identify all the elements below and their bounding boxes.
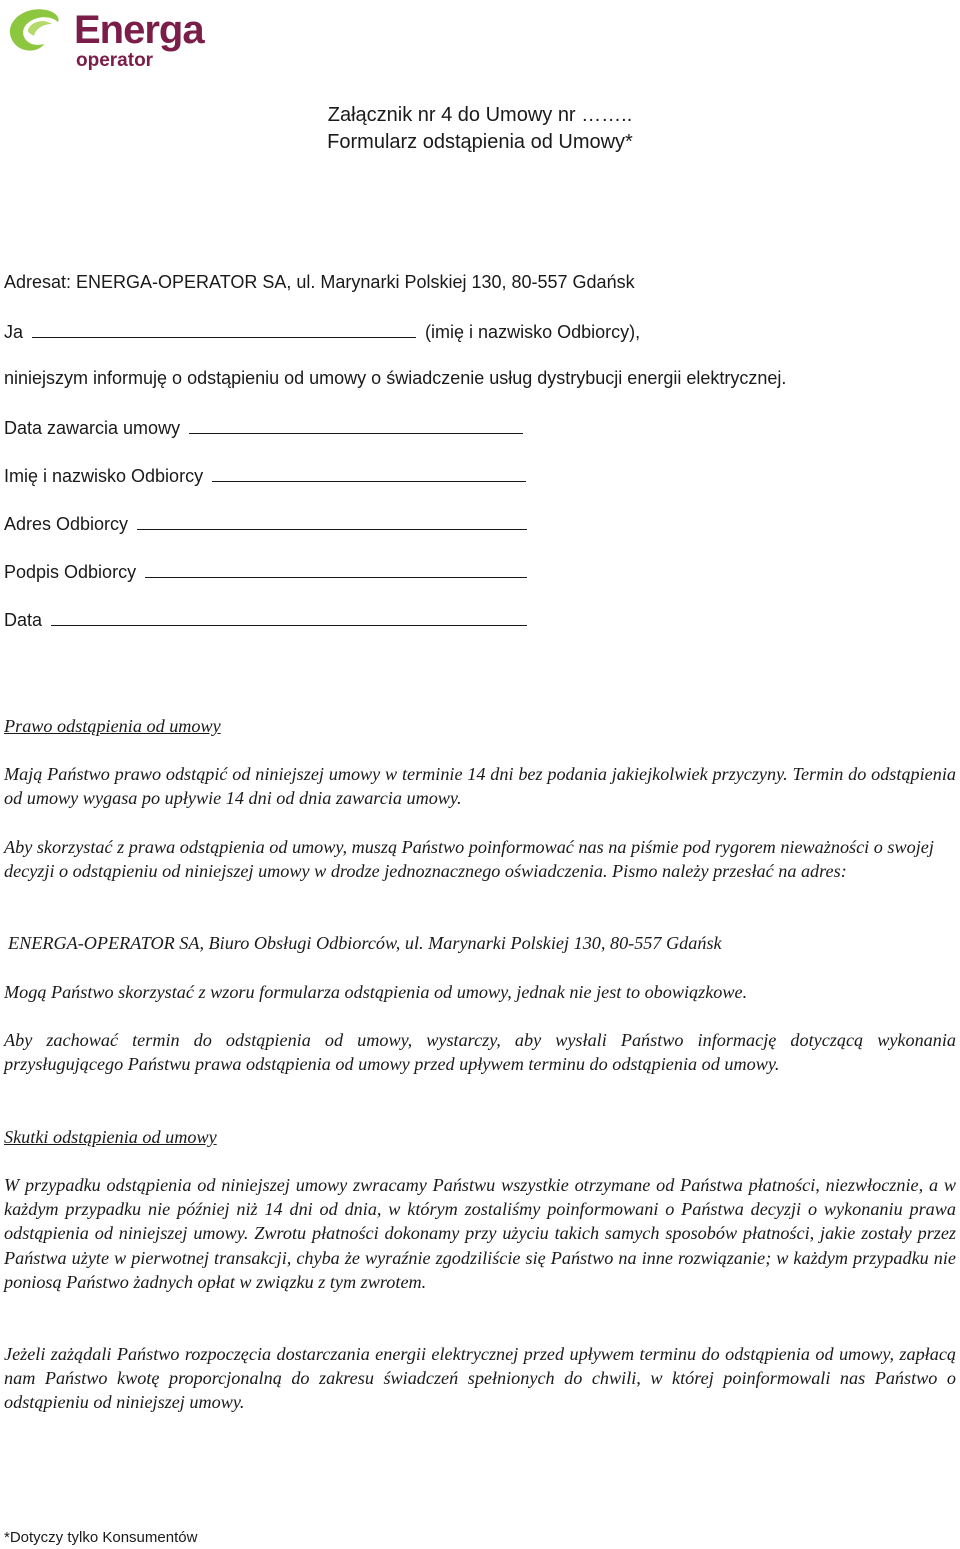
effects-heading: Skutki odstąpienia od umowy (4, 1127, 217, 1147)
field-label: Podpis Odbiorcy (4, 562, 137, 582)
energa-swirl-icon (4, 4, 68, 64)
paragraph-right: Mają Państwo prawo odstąpić od niniejszej umowy w terminie 14 dni bez podania jakiejkolwiek przyczyny. Termin do odstąpienia od umowy wygasa po upływie 14 dni od dnia zawarcia umowy. (4, 764, 956, 809)
customer-address-blank[interactable] (137, 511, 527, 530)
field-customer-address (4, 511, 527, 535)
field-label: Adres Odbiorcy (4, 514, 129, 534)
footnote: *Dotyczy tylko Konsumentów (4, 1529, 198, 1546)
energa-logo (4, 4, 214, 74)
field-label: Data zawarcia umowy (4, 418, 181, 438)
ja-suffix: (imię i nazwisko Odbiorcy), (425, 322, 641, 342)
name-blank-field[interactable] (32, 319, 416, 338)
document-subtitle: Formularz odstąpienia od Umowy* (327, 131, 633, 153)
field-date (4, 607, 527, 631)
paragraph-deadline: Aby zachować termin do odstąpienia od umowy, wystarczy, aby wysłali Państwo informację dotyczącą wykonania przysługującego Państwu prawa odstąpienia od umowy przed upływem terminu do odstąpienia od umowy. (4, 1030, 956, 1075)
paragraph-how-to: Aby skorzystać z prawa odstąpienia od umowy, muszą Państwo poinformować nas na piśmie pod rygorem nieważności o swojej decyzji o odstąpieniu od niniejszej umowy w drodze jednoznacznego oświadczenia. Pismo należy przesłać na adres: (4, 837, 934, 882)
addressee-line: Adresat: ENERGA-OPERATOR SA, ul. Marynarki Polskiej 130, 80-557 Gdańsk (4, 272, 635, 292)
ja-label: Ja (4, 322, 24, 342)
statement-line: niniejszym informuję o odstąpieniu od umowy o świadczenie usług dystrybucji energii elektrycznej. (4, 368, 787, 388)
field-customer-name (4, 463, 526, 487)
logo-wordmark: Energa (74, 8, 204, 52)
field-customer-signature (4, 559, 527, 583)
paragraph-proportional-payment: Jeżeli zażądali Państwo rozpoczęcia dostarczania energii elektrycznej przed upływem terminu do odstąpienia od umowy, zapłacą nam Państwo kwotę proporcjonalną do zakresu świadczeń spełnionych do chwili, w której poinformowali nas Państwo o odstąpieniu od niniejszej umowy. (4, 1344, 956, 1413)
field-label: Data (4, 610, 43, 630)
ja-line (4, 319, 640, 343)
document-title: Załącznik nr 4 do Umowy nr …….. (327, 104, 633, 126)
logo-subtitle: operator (76, 50, 154, 71)
field-label: Imię i nazwisko Odbiorcy (4, 466, 204, 486)
right-of-withdrawal-heading: Prawo odstąpienia od umowy (4, 716, 221, 736)
field-contract-date (4, 415, 523, 439)
paragraph-form-optional: Mogą Państwo skorzystać z wzoru formularza odstąpienia od umowy, jednak nie jest to obowiązkowe. (4, 982, 748, 1002)
signature-blank[interactable] (145, 559, 527, 578)
paragraph-refund: W przypadku odstąpienia od niniejszej umowy zwracamy Państwu wszystkie otrzymane od Państwa płatności, niezwłocznie, a w każdym przypadku nie później niż 14 dni od dnia, w którym zostaliśmy poinformowani o Państwa decyzji o wykonaniu prawa odstąpienia od niniejszej umowy. Zwrotu płatności dokonamy przy użyciu takich samych sposobów płatności, jakie zostały przez Państwa użyte w pierwotnej transakcji, chyba że wyraźnie zgodziliście się Państwo na inne rozwiązanie; w każdym przypadku nie poniosą Państwo żadnych opłat w związku z tym zwrotem. (4, 1175, 956, 1292)
date-blank[interactable] (51, 607, 527, 626)
contract-date-blank[interactable] (189, 415, 523, 434)
customer-name-blank[interactable] (212, 463, 526, 482)
paragraph-address: ENERGA-OPERATOR SA, Biuro Obsługi Odbiorców, ul. Marynarki Polskiej 130, 80-557 Gdańsk (8, 933, 722, 953)
